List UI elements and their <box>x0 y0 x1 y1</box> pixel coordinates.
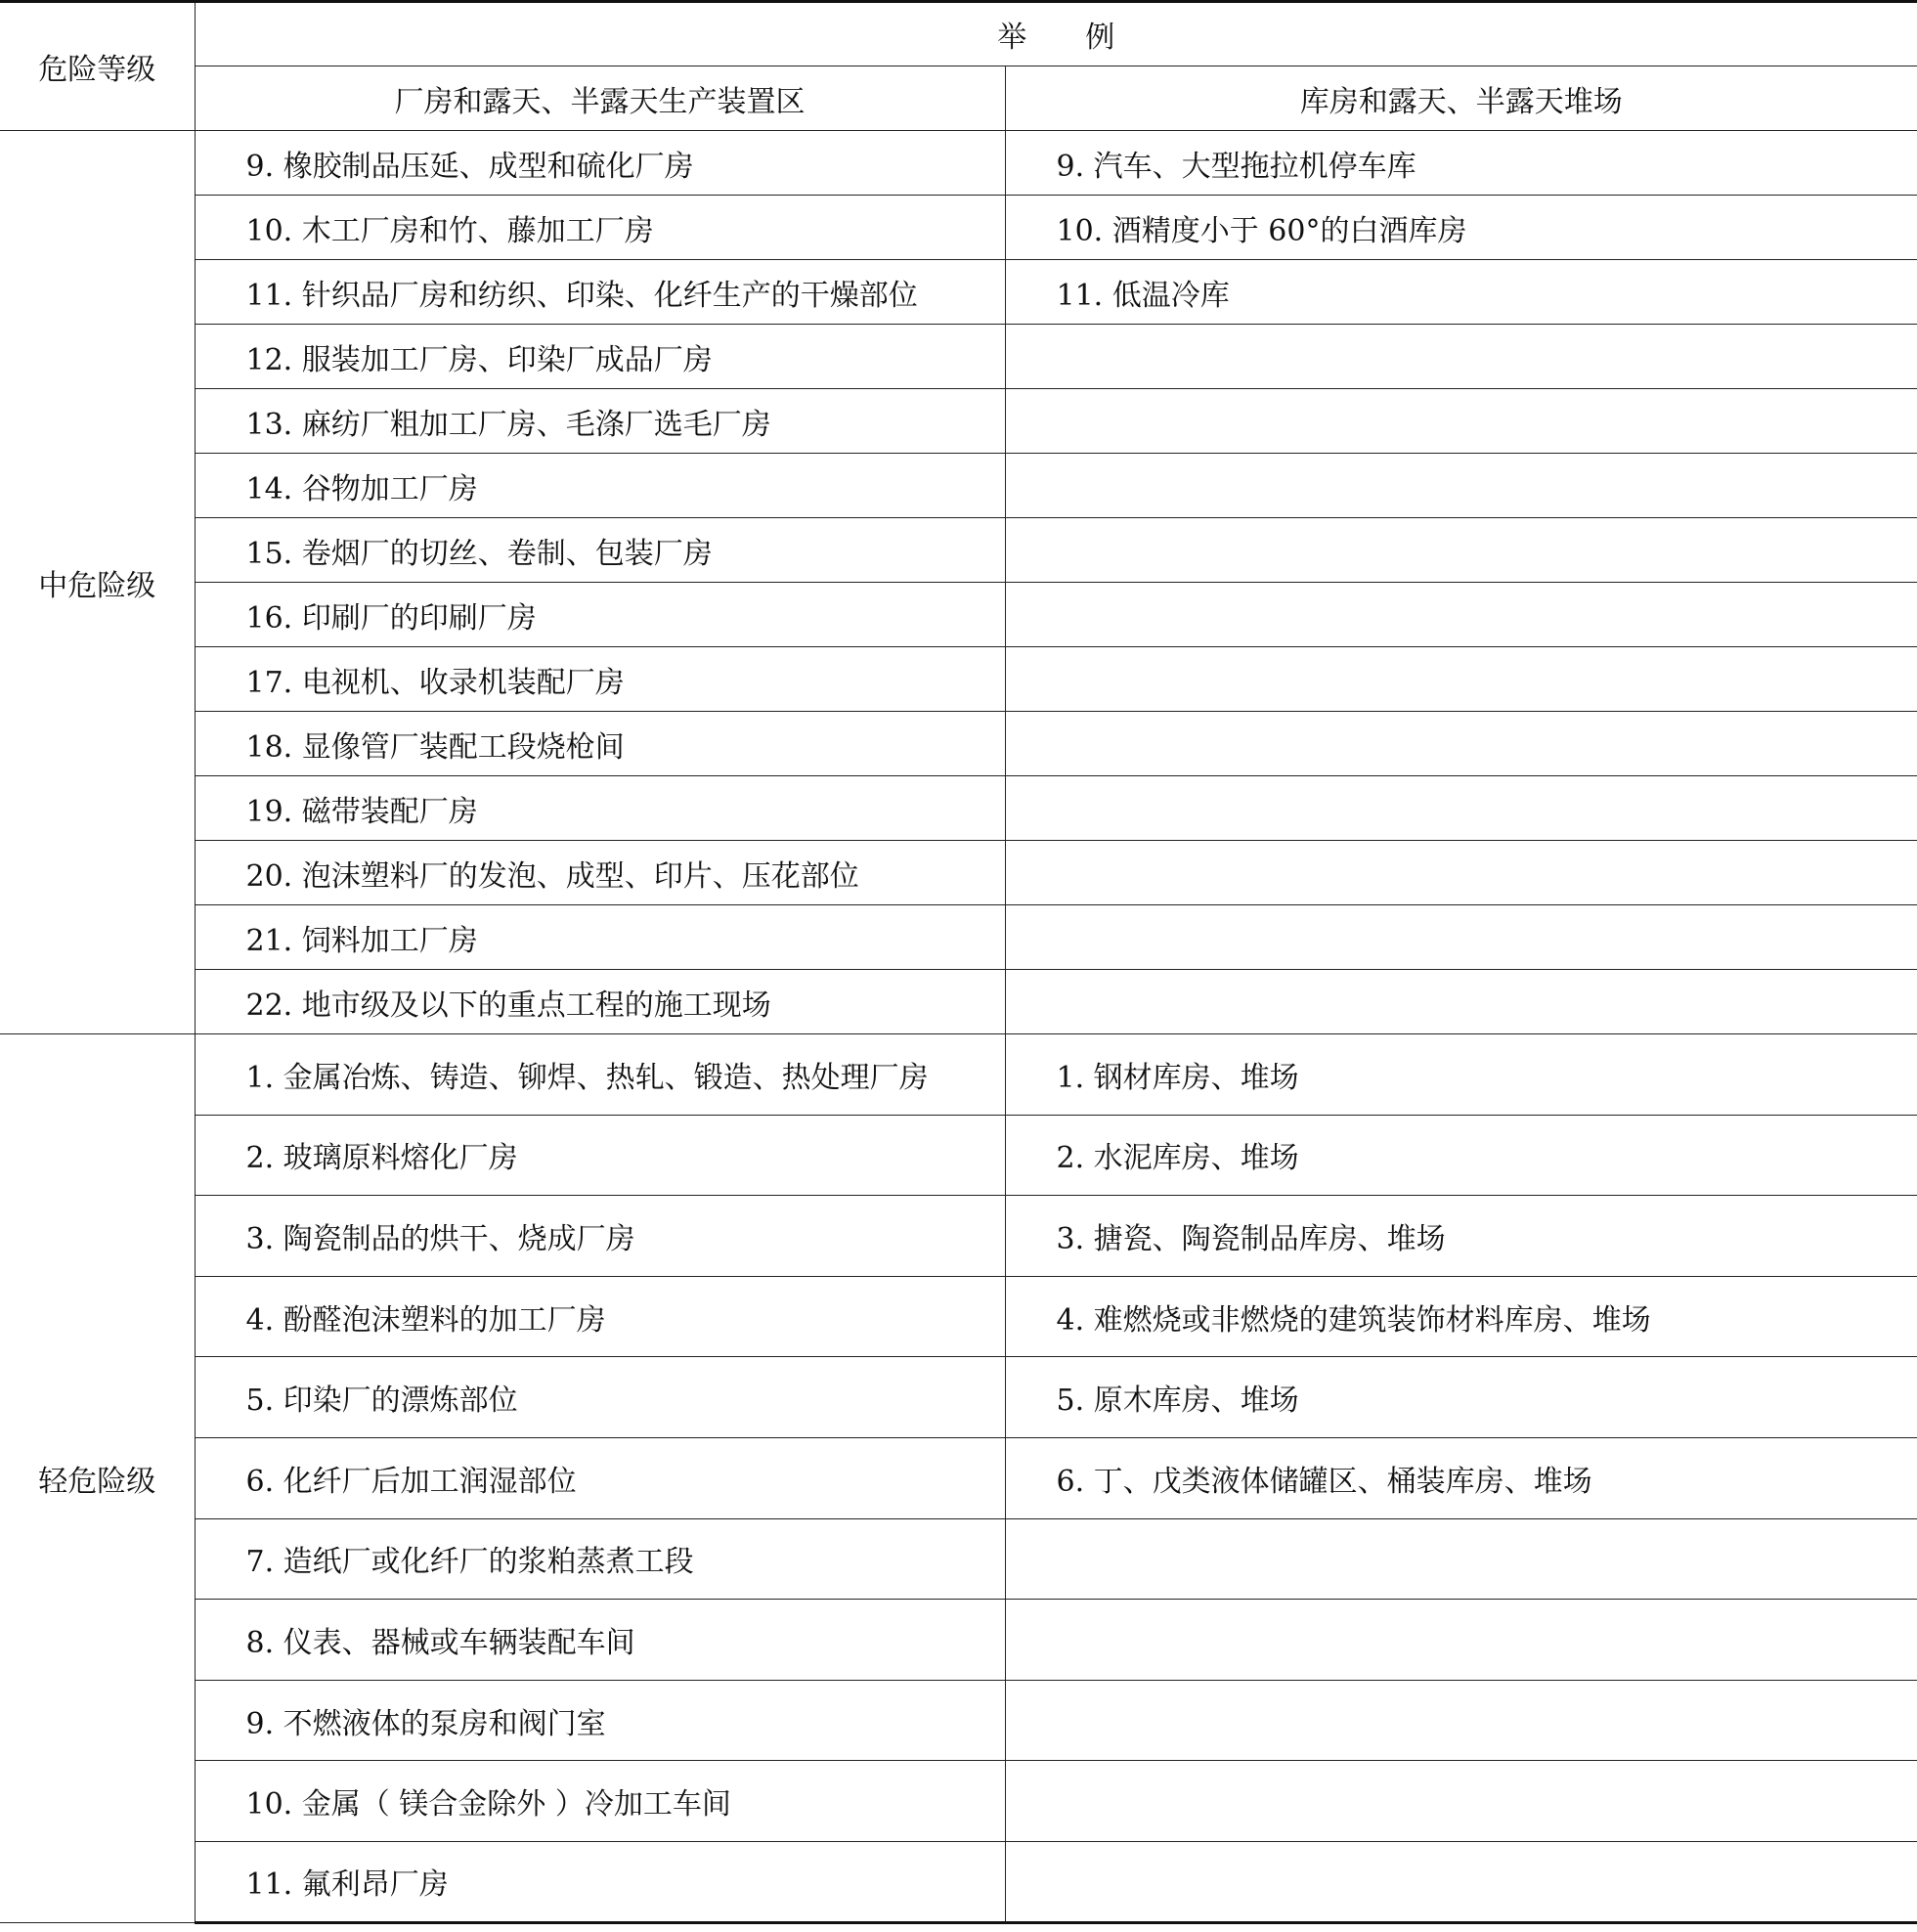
table-row <box>0 841 1917 905</box>
storage-example-cell <box>1005 841 1917 905</box>
storage-example-cell: 1. 钢材库房、堆场 <box>1005 1034 1917 1116</box>
table-row <box>0 1600 1917 1681</box>
table-row <box>0 1761 1917 1842</box>
factory-example-cell: 9. 橡胶制品压延、成型和硫化厂房 <box>195 131 1005 196</box>
examples-header-label: 举例 <box>997 21 1174 55</box>
factory-example-cell: 7. 造纸厂或化纤厂的浆粕蒸煮工段 <box>195 1518 1005 1600</box>
factory-example-cell: 6. 化纤厂后加工润湿部位 <box>195 1437 1005 1518</box>
header-row-2 <box>0 66 1917 131</box>
factory-example-cell: 16. 印刷厂的印刷厂房 <box>195 583 1005 647</box>
storage-example-cell <box>1005 1841 1917 1922</box>
factory-example-cell: 14. 谷物加工厂房 <box>195 454 1005 518</box>
table-row <box>0 196 1917 260</box>
storage-example-cell <box>1005 712 1917 776</box>
table-row <box>0 325 1917 389</box>
table-row <box>0 1357 1917 1438</box>
header-row-1 <box>0 2 1917 66</box>
table-row <box>0 1034 1917 1116</box>
storage-example-cell <box>1005 970 1917 1034</box>
storage-example-cell <box>1005 325 1917 389</box>
storage-example-cell: 2. 水泥库房、堆场 <box>1005 1115 1917 1196</box>
storage-example-cell: 3. 搪瓷、陶瓷制品库房、堆场 <box>1005 1196 1917 1277</box>
examples-header <box>195 2 1917 66</box>
storage-example-cell <box>1005 1600 1917 1681</box>
table-row <box>0 1276 1917 1357</box>
storage-example-cell <box>1005 518 1917 583</box>
table-row <box>0 1437 1917 1518</box>
factory-example-cell: 3. 陶瓷制品的烘干、烧成厂房 <box>195 1196 1005 1277</box>
hazard-grade-cell: 轻危险级 <box>0 1034 195 1923</box>
table-row <box>0 389 1917 454</box>
factory-column-header: 厂房和露天、半露天生产装置区 <box>195 66 1005 131</box>
table-row <box>0 1680 1917 1761</box>
hazard-grade-cell: 中危险级 <box>0 131 195 1034</box>
factory-example-cell: 17. 电视机、收录机装配厂房 <box>195 647 1005 712</box>
factory-example-cell: 18. 显像管厂装配工段烧枪间 <box>195 712 1005 776</box>
table-row <box>0 518 1917 583</box>
storage-example-cell: 11. 低温冷库 <box>1005 260 1917 325</box>
storage-example-cell: 10. 酒精度小于 60°的白酒库房 <box>1005 196 1917 260</box>
storage-example-cell <box>1005 1680 1917 1761</box>
table-row <box>0 260 1917 325</box>
factory-example-cell: 12. 服装加工厂房、印染厂成品厂房 <box>195 325 1005 389</box>
storage-column-header: 库房和露天、半露天堆场 <box>1005 66 1917 131</box>
storage-example-cell <box>1005 1518 1917 1600</box>
storage-example-cell <box>1005 1761 1917 1842</box>
table-row <box>0 776 1917 841</box>
table-row <box>0 970 1917 1034</box>
storage-example-cell <box>1005 647 1917 712</box>
table-row <box>0 1196 1917 1277</box>
factory-example-cell: 8. 仪表、器械或车辆装配车间 <box>195 1600 1005 1681</box>
storage-example-cell <box>1005 583 1917 647</box>
factory-example-cell: 20. 泡沫塑料厂的发泡、成型、印片、压花部位 <box>195 841 1005 905</box>
table-row <box>0 712 1917 776</box>
storage-example-cell <box>1005 905 1917 970</box>
grade-header: 危险等级 <box>0 2 195 131</box>
storage-example-cell <box>1005 454 1917 518</box>
factory-example-cell: 10. 木工厂房和竹、藤加工厂房 <box>195 196 1005 260</box>
storage-example-cell: 9. 汽车、大型拖拉机停车库 <box>1005 131 1917 196</box>
table-row <box>0 1518 1917 1600</box>
storage-example-cell <box>1005 776 1917 841</box>
table-row <box>0 647 1917 712</box>
storage-example-cell: 5. 原木库房、堆场 <box>1005 1357 1917 1438</box>
factory-example-cell: 13. 麻纺厂粗加工厂房、毛涤厂选毛厂房 <box>195 389 1005 454</box>
factory-example-cell: 10. 金属（ 镁合金除外 ）冷加工车间 <box>195 1761 1005 1842</box>
table-row <box>0 131 1917 196</box>
table-row <box>0 1115 1917 1196</box>
storage-example-cell: 6. 丁、戊类液体储罐区、桶装库房、堆场 <box>1005 1437 1917 1518</box>
factory-example-cell: 9. 不燃液体的泵房和阀门室 <box>195 1680 1005 1761</box>
factory-example-cell: 15. 卷烟厂的切丝、卷制、包装厂房 <box>195 518 1005 583</box>
factory-example-cell: 4. 酚醛泡沫塑料的加工厂房 <box>195 1276 1005 1357</box>
factory-example-cell: 22. 地市级及以下的重点工程的施工现场 <box>195 970 1005 1034</box>
factory-example-cell: 5. 印染厂的漂炼部位 <box>195 1357 1005 1438</box>
factory-example-cell: 19. 磁带装配厂房 <box>195 776 1005 841</box>
table-row <box>0 905 1917 970</box>
table-row <box>0 1841 1917 1922</box>
storage-example-cell <box>1005 389 1917 454</box>
table-row <box>0 454 1917 518</box>
factory-example-cell: 11. 氟利昂厂房 <box>195 1841 1005 1922</box>
table-row <box>0 583 1917 647</box>
factory-example-cell: 21. 饲料加工厂房 <box>195 905 1005 970</box>
factory-example-cell: 1. 金属冶炼、铸造、铆焊、热轧、锻造、热处理厂房 <box>195 1034 1005 1116</box>
storage-example-cell: 4. 难燃烧或非燃烧的建筑装饰材料库房、堆场 <box>1005 1276 1917 1357</box>
factory-example-cell: 11. 针织品厂房和纺织、印染、化纤生产的干燥部位 <box>195 260 1005 325</box>
factory-example-cell: 2. 玻璃原料熔化厂房 <box>195 1115 1005 1196</box>
